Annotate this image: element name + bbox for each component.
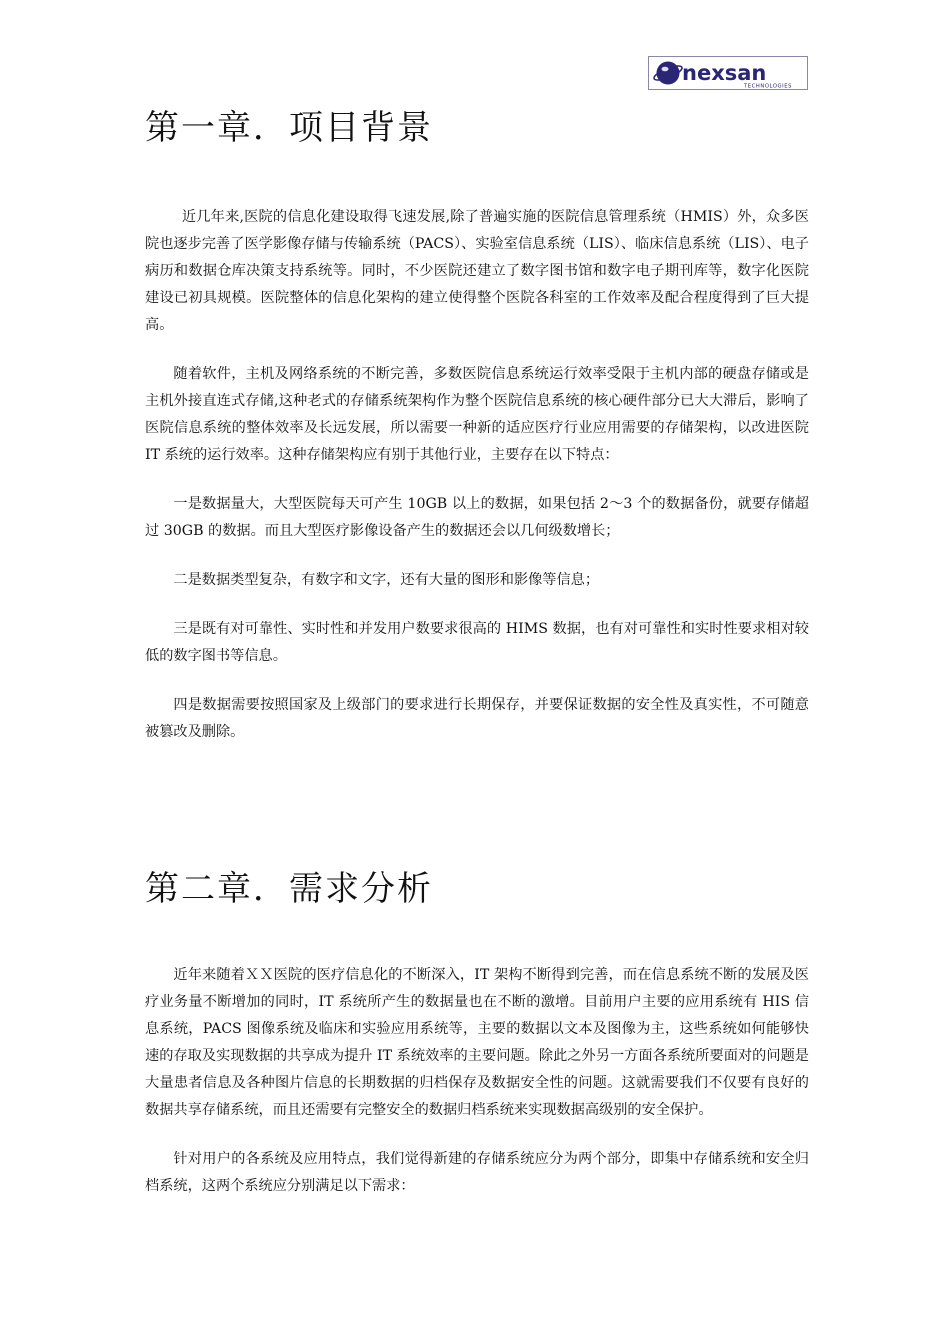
chapter-1-paragraph-1: 近几年来,医院的信息化建设取得飞速发展,除了普遍实施的医院信息管理系统（HMIS）外，众多医院也逐步完善了医学影像存储与传输系统（PACS）、实验室信息系统（LIS）、临床信息系统（LIS）、电子病历和数据仓库决策支持系统等。同时，不少医院还建立了数字图书馆和数字电子期刊库等，数字化医院建设已初具规模。医院整体的信息化架构的建立使得整个医院各科室的工作效率及配合程度得到了巨大提高。 (145, 209, 809, 333)
chapter-2-title: 第二章．需求分析 (145, 869, 433, 909)
chapter-1-paragraph-2: 随着软件，主机及网络系统的不断完善，多数医院信息系统运行效率受限于主机内部的硬盘存储或是主机外接直连式存储,这种老式的存储系统架构作为整个医院信息系统的核心硬件部分已大大滞后，影响了医院信息系统的整体效率及长远发展，所以需要一种新的适应医疗行业应用需要的存储架构，以改进医院 IT 系统的运行效率。这种存储架构应有别于其他行业，主要存在以下特点： (145, 366, 809, 463)
chapter-1-paragraph-5: 三是既有对可靠性、实时性和并发用户数要求很高的 HIMS 数据，也有对可靠性和实时性要求相对较低的数字图书等信息。 (145, 621, 809, 664)
chapter-1-paragraph-3: 一是数据量大，大型医院每天可产生 10GB 以上的数据，如果包括 2～3 个的数据备份，就要存储超过 30GB 的数据。而且大型医疗影像设备产生的数据还会以几何级数增长； (145, 496, 809, 539)
logo-globe-icon (657, 62, 680, 85)
logo-highlight (662, 67, 669, 72)
nexsan-logo (648, 56, 808, 90)
logo-tagline: TECHNOLOGIES (744, 83, 793, 89)
nexsan-logo-mark (649, 57, 807, 89)
chapter-1-paragraph-4: 二是数据类型复杂，有数字和文字，还有大量的图形和影像等信息； (173, 572, 600, 588)
logo-wordmark: nexsan (682, 61, 767, 85)
chapter-2-paragraph-1: 近年来随着ＸＸ医院的医疗信息化的不断深入，IT 架构不断得到完善，而在信息系统不断的发展及医疗业务量不断增加的同时，IT 系统所产生的数据量也在不断的激增。目前用户主要的应用系统有 HIS 信息系统，PACS 图像系统及临床和实验应用系统等，主要的数据以文本及图像为主，这些系统如何能够快速的存取及实现数据的共享成为提升 IT 系统效率的主要问题。除此之外另一方面各系统所要面对的问题是大量患者信息及各种图片信息的长期数据的归档保存及数据安全性的问题。这就需要我们不仅要有良好的数据共享存储系统，而且还需要有完整安全的数据归档系统来实现数据高级别的安全保护。 (145, 967, 809, 1118)
chapter-1-body (145, 204, 809, 746)
chapter-1-paragraph-6: 四是数据需要按照国家及上级部门的要求进行长期保存，并要保证数据的安全性及真实性，不可随意被篡改及删除。 (145, 697, 809, 740)
chapter-2-body (145, 962, 809, 1200)
chapter-2-paragraph-2: 针对用户的各系统及应用特点，我们觉得新建的存储系统应分为两个部分，即集中存储系统和安全归档系统，这两个系统应分别满足以下需求： (145, 1151, 809, 1194)
chapter-1-title: 第一章．项目背景 (145, 108, 433, 148)
